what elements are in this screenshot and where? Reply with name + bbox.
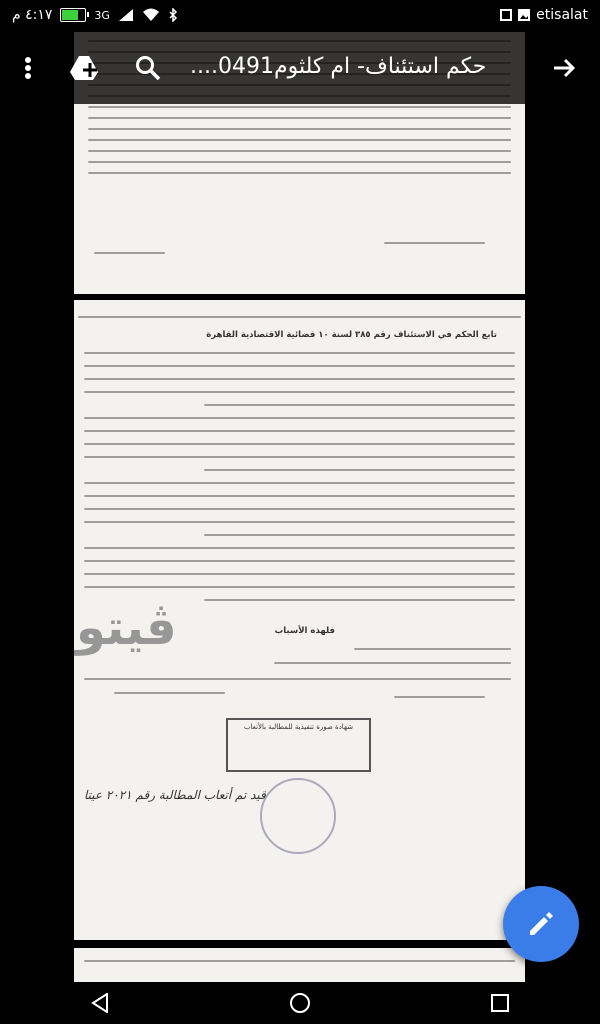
text-line (94, 252, 165, 254)
stamp (226, 718, 371, 772)
drive-add-icon[interactable] (66, 50, 102, 86)
text-line (84, 417, 515, 419)
text-line (88, 161, 511, 163)
text-line (88, 150, 511, 152)
text-line (204, 404, 515, 406)
text-line (394, 696, 485, 698)
home-icon[interactable] (280, 983, 320, 1023)
battery-icon (60, 8, 86, 22)
back-icon[interactable] (80, 983, 120, 1023)
section-title: فلهذه الأسباب (274, 626, 335, 636)
text-line (84, 573, 515, 575)
document-viewer[interactable] (0, 32, 600, 982)
text-line (114, 692, 225, 694)
network-type: 3G (94, 8, 110, 22)
watermark-logo: ڤيتو (76, 600, 177, 656)
text-line (84, 365, 515, 367)
document-page-2 (74, 300, 525, 940)
document-title: حكم استئناف- ام كلثوم0491.... (190, 54, 487, 79)
edit-icon (527, 910, 555, 938)
text-line (84, 560, 515, 562)
text-line (88, 128, 511, 130)
text-line (84, 391, 515, 393)
text-line (84, 586, 515, 588)
text-line (84, 678, 511, 680)
text-line (354, 648, 511, 650)
bluetooth-icon (168, 8, 178, 22)
text-line (84, 960, 515, 962)
text-line (84, 430, 515, 432)
text-line (84, 443, 515, 445)
text-line (88, 139, 511, 141)
text-line (204, 534, 515, 536)
clock: ٤:١٧ م (12, 7, 53, 23)
edit-button[interactable] (503, 886, 579, 962)
text-line (88, 172, 511, 174)
text-line (84, 508, 515, 510)
text-line (274, 662, 511, 664)
signal-icon (118, 8, 134, 22)
text-line (204, 469, 515, 471)
text-line (84, 378, 515, 380)
carrier-name: etisalat (536, 7, 588, 23)
recents-icon[interactable] (480, 983, 520, 1023)
more-vert-icon[interactable] (10, 50, 46, 86)
text-line (88, 117, 511, 119)
text-line (84, 456, 515, 458)
text-line (84, 495, 515, 497)
navigation-bar (0, 982, 600, 1024)
search-icon[interactable] (130, 50, 166, 86)
seal-stamp (260, 778, 336, 854)
text-line (84, 547, 515, 549)
document-page-3 (74, 948, 525, 982)
text-line (204, 599, 515, 601)
stamp-text: شهادة صورة تنفيذية للمطالبة بالأتعاب (243, 723, 354, 731)
text-line (84, 482, 515, 484)
battery-level (62, 10, 78, 20)
status-left (12, 7, 178, 23)
text-line (84, 521, 515, 523)
status-right (500, 7, 588, 23)
text-line (78, 316, 521, 318)
text-line (84, 352, 515, 354)
text-line (88, 106, 511, 108)
forward-arrow-icon[interactable] (546, 50, 582, 86)
app-bar (0, 32, 600, 104)
handwritten-note: قيد تم أتعاب المطالبة رقم ٢٠٢١ عيتا (84, 788, 266, 802)
text-line (384, 242, 485, 244)
status-bar (0, 0, 600, 32)
app-notification-icon (500, 9, 512, 21)
wifi-icon (142, 8, 160, 22)
image-notification-icon (518, 9, 530, 21)
page-heading: تابع الحكم في الاستئناف رقم ٣٨٥ لسنة ١٠ قضائية الاقتصادية القاهرة (206, 330, 497, 340)
